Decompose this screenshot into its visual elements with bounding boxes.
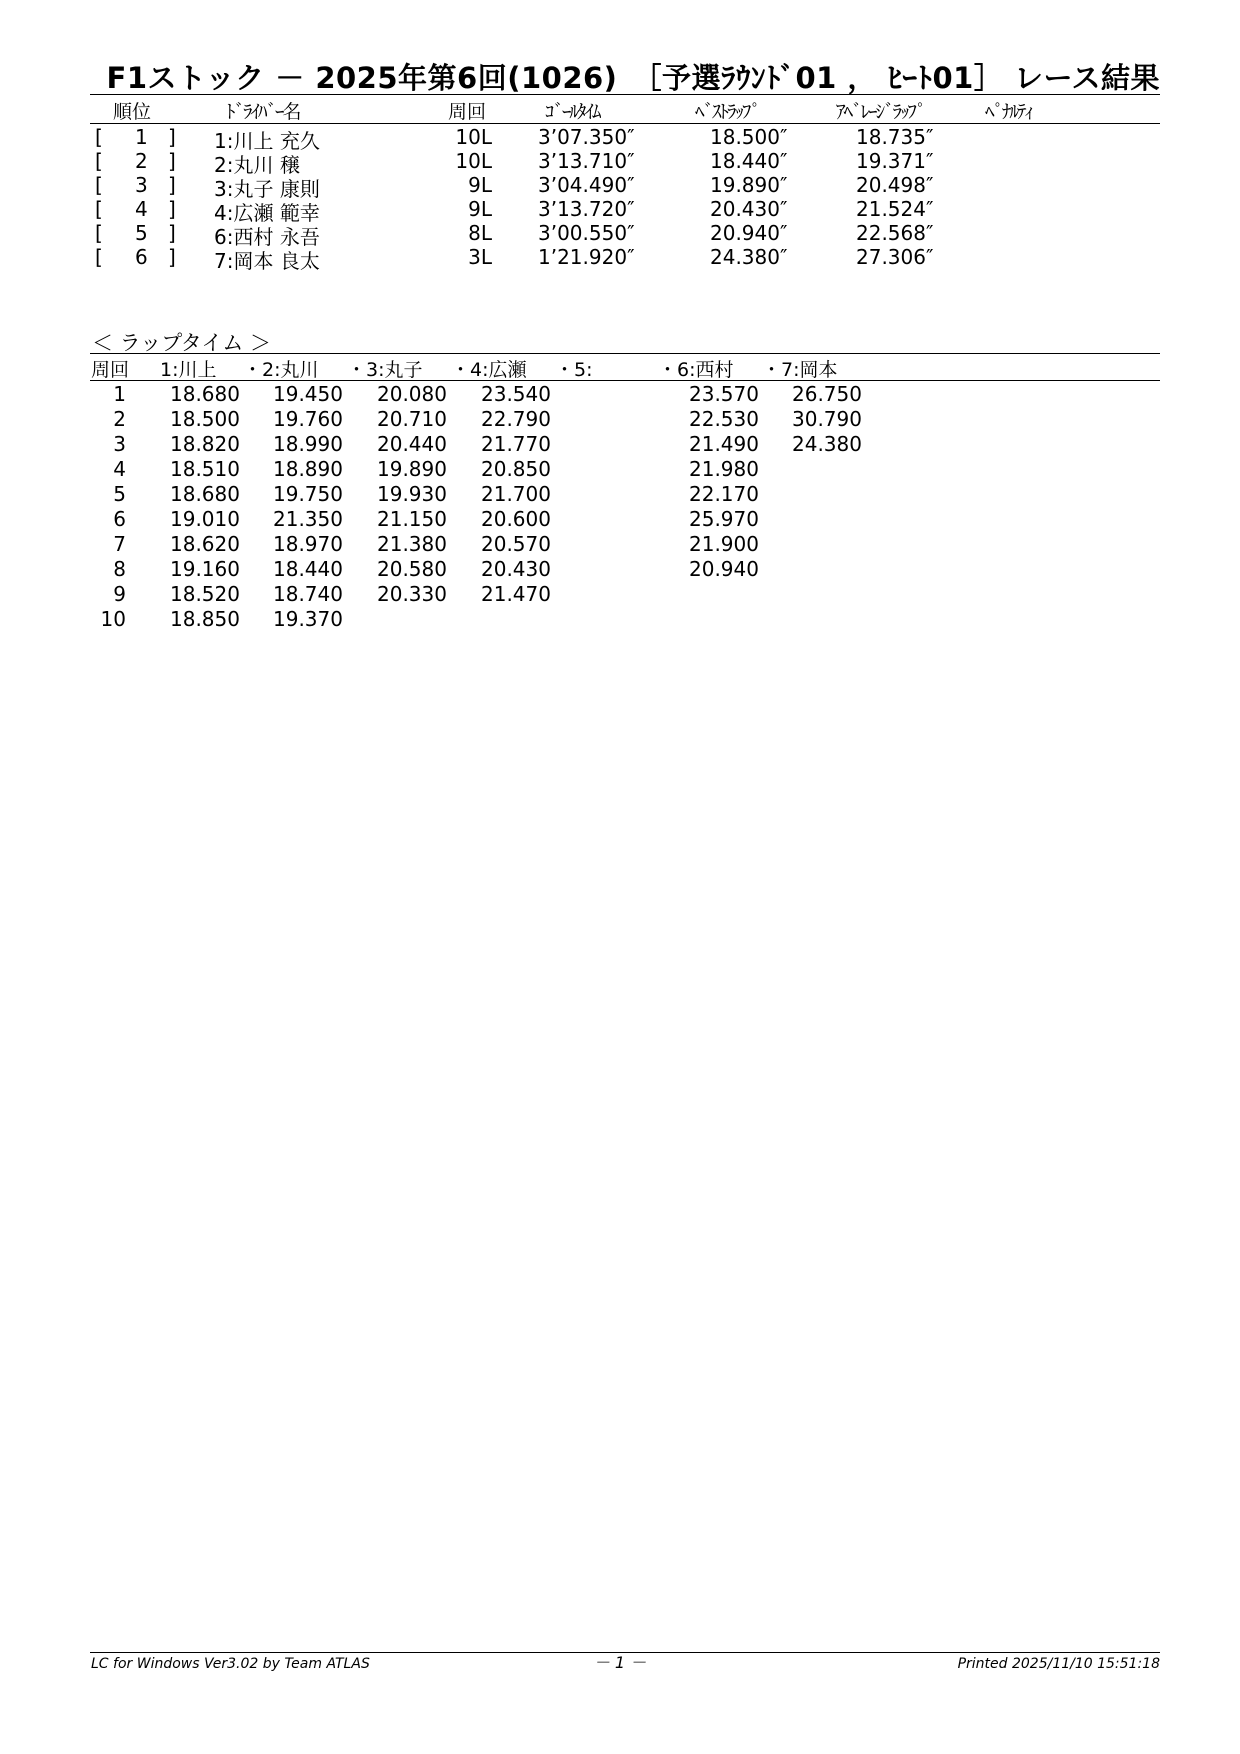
lap-cell: 24.380 [792, 432, 862, 456]
driver-cell: 4:広瀬 範幸 [214, 201, 320, 225]
lap-cell: 18.740 [273, 582, 343, 606]
lap-cell: 21.380 [377, 532, 447, 556]
lap-cell: 19.760 [273, 407, 343, 431]
footer-software-credit: LC for Windows Ver3.02 by Team ATLAS [91, 1656, 370, 1672]
lap-cell: 21.980 [689, 457, 759, 481]
bracket-open: [ [95, 197, 103, 221]
lap-cell: 21.490 [689, 432, 759, 456]
goal-time-cell: 3’13.720″ [538, 197, 635, 221]
best-lap-cell: 18.500″ [710, 125, 788, 149]
bracket-close: ] [168, 221, 176, 245]
rank-cell: 5 [135, 221, 148, 245]
laps-cell: 9L [468, 197, 492, 221]
bracket-close: ] [168, 125, 176, 149]
lap-cell: 21.470 [481, 582, 551, 606]
driver-cell: 1:川上 充久 [214, 129, 320, 153]
lap-cell: 20.940 [689, 557, 759, 581]
rank-cell: 3 [135, 173, 148, 197]
average-lap-cell: 19.371″ [856, 149, 934, 173]
bracket-close: ] [168, 149, 176, 173]
laps-cell: 10L [455, 149, 492, 173]
lap-cell: 19.450 [273, 382, 343, 406]
lap-number: 2 [113, 407, 126, 431]
bracket-close: ] [168, 245, 176, 269]
best-lap-cell: 19.890″ [710, 173, 788, 197]
laps-header-rule [90, 380, 1160, 381]
laps-cell: 9L [468, 173, 492, 197]
rank-cell: 6 [135, 245, 148, 269]
lap-cell: 18.990 [273, 432, 343, 456]
goal-time-cell: 3’04.490″ [538, 173, 635, 197]
lap-cell: 21.770 [481, 432, 551, 456]
lap-cell: 18.440 [273, 557, 343, 581]
lap-header-lap: 周回 [91, 359, 130, 381]
rank-cell: 1 [135, 125, 148, 149]
header-rank: 順位 [113, 101, 152, 123]
page-title: F1ストック － 2025年第6回(1026) ［予選ﾗｳﾝﾄﾞ01 ， ﾋｰﾄ01］ レース結果 [106, 61, 1160, 95]
lap-header-driver-2: ・2:丸川 [243, 359, 319, 381]
lap-cell: 18.680 [170, 482, 240, 506]
lap-number: 9 [113, 582, 126, 606]
lap-cell: 25.970 [689, 507, 759, 531]
best-lap-cell: 20.940″ [710, 221, 788, 245]
results-header-rule [90, 123, 1160, 124]
average-lap-cell: 21.524″ [856, 197, 934, 221]
header-best-lap: ﾍﾞｽﾄﾗｯﾌﾟ [695, 101, 760, 123]
laps-cell: 10L [455, 125, 492, 149]
lap-cell: 22.790 [481, 407, 551, 431]
lap-cell: 20.580 [377, 557, 447, 581]
header-average-lap: ｱﾍﾞﾚｰｼﾞﾗｯﾌﾟ [836, 101, 925, 123]
laps-top-rule [90, 353, 1160, 354]
lap-cell: 20.710 [377, 407, 447, 431]
lap-number: 6 [113, 507, 126, 531]
lap-number: 3 [113, 432, 126, 456]
lap-cell: 19.370 [273, 607, 343, 631]
lap-cell: 20.080 [377, 382, 447, 406]
bracket-open: [ [95, 149, 103, 173]
lap-number: 1 [113, 382, 126, 406]
lap-cell: 19.930 [377, 482, 447, 506]
lap-cell: 18.820 [170, 432, 240, 456]
rank-cell: 2 [135, 149, 148, 173]
average-lap-cell: 18.735″ [856, 125, 934, 149]
lap-cell: 20.570 [481, 532, 551, 556]
lap-cell: 18.680 [170, 382, 240, 406]
average-lap-cell: 20.498″ [856, 173, 934, 197]
lap-cell: 18.850 [170, 607, 240, 631]
goal-time-cell: 3’07.350″ [538, 125, 635, 149]
lap-time-section-title: ＜ ラップタイム ＞ [92, 331, 272, 355]
lap-header-driver-5: ・5: [555, 359, 593, 381]
lap-cell: 21.350 [273, 507, 343, 531]
lap-cell: 18.510 [170, 457, 240, 481]
goal-time-cell: 3’00.550″ [538, 221, 635, 245]
lap-cell: 18.970 [273, 532, 343, 556]
lap-cell: 19.010 [170, 507, 240, 531]
average-lap-cell: 22.568″ [856, 221, 934, 245]
driver-cell: 2:丸川 穣 [214, 153, 300, 177]
lap-number: 4 [113, 457, 126, 481]
lap-cell: 22.530 [689, 407, 759, 431]
lap-cell: 23.540 [481, 382, 551, 406]
lap-cell: 30.790 [792, 407, 862, 431]
rank-cell: 4 [135, 197, 148, 221]
header-goal-time: ｺﾞｰﾙﾀｲﾑ [545, 101, 600, 123]
lap-number: 5 [113, 482, 126, 506]
lap-cell: 18.520 [170, 582, 240, 606]
lap-cell: 20.430 [481, 557, 551, 581]
lap-number: 10 [100, 607, 126, 631]
laps-cell: 3L [468, 245, 492, 269]
lap-cell: 22.170 [689, 482, 759, 506]
bracket-close: ] [168, 173, 176, 197]
lap-cell: 26.750 [792, 382, 862, 406]
lap-cell: 20.600 [481, 507, 551, 531]
lap-cell: 21.700 [481, 482, 551, 506]
bracket-open: [ [95, 245, 103, 269]
driver-cell: 3:丸子 康則 [214, 177, 320, 201]
bracket-open: [ [95, 125, 103, 149]
goal-time-cell: 3’13.710″ [538, 149, 635, 173]
header-laps: 周回 [448, 101, 487, 123]
goal-time-cell: 1’21.920″ [538, 245, 635, 269]
lap-cell: 19.160 [170, 557, 240, 581]
header-driver: ﾄﾞﾗｲﾊﾞｰ名 [226, 101, 300, 123]
lap-header-driver-1: 1:川上 [160, 359, 217, 381]
driver-cell: 6:西村 永吾 [214, 225, 320, 249]
bracket-open: [ [95, 173, 103, 197]
lap-cell: 23.570 [689, 382, 759, 406]
lap-cell: 20.330 [377, 582, 447, 606]
title-rule [90, 94, 1160, 95]
lap-header-driver-7: ・7:岡本 [762, 359, 838, 381]
lap-cell: 20.440 [377, 432, 447, 456]
header-penalty: ﾍﾟﾅﾙﾃｨ [985, 101, 1033, 123]
best-lap-cell: 20.430″ [710, 197, 788, 221]
lap-cell: 18.620 [170, 532, 240, 556]
lap-cell: 21.900 [689, 532, 759, 556]
lap-cell: 18.890 [273, 457, 343, 481]
lap-number: 8 [113, 557, 126, 581]
best-lap-cell: 18.440″ [710, 149, 788, 173]
laps-cell: 8L [468, 221, 492, 245]
footer-printed-timestamp: Printed 2025/11/10 15:51:18 [957, 1656, 1160, 1672]
driver-cell: 7:岡本 良太 [214, 249, 320, 273]
lap-header-driver-3: ・3:丸子 [347, 359, 423, 381]
best-lap-cell: 24.380″ [710, 245, 788, 269]
lap-cell: 21.150 [377, 507, 447, 531]
lap-header-driver-6: ・6:西村 [658, 359, 734, 381]
lap-cell: 19.750 [273, 482, 343, 506]
lap-cell: 18.500 [170, 407, 240, 431]
lap-cell: 20.850 [481, 457, 551, 481]
bracket-close: ] [168, 197, 176, 221]
bracket-open: [ [95, 221, 103, 245]
average-lap-cell: 27.306″ [856, 245, 934, 269]
lap-cell: 19.890 [377, 457, 447, 481]
lap-number: 7 [113, 532, 126, 556]
lap-header-driver-4: ・4:広瀬 [451, 359, 527, 381]
footer-page-number: － 1 － [593, 1653, 647, 1672]
